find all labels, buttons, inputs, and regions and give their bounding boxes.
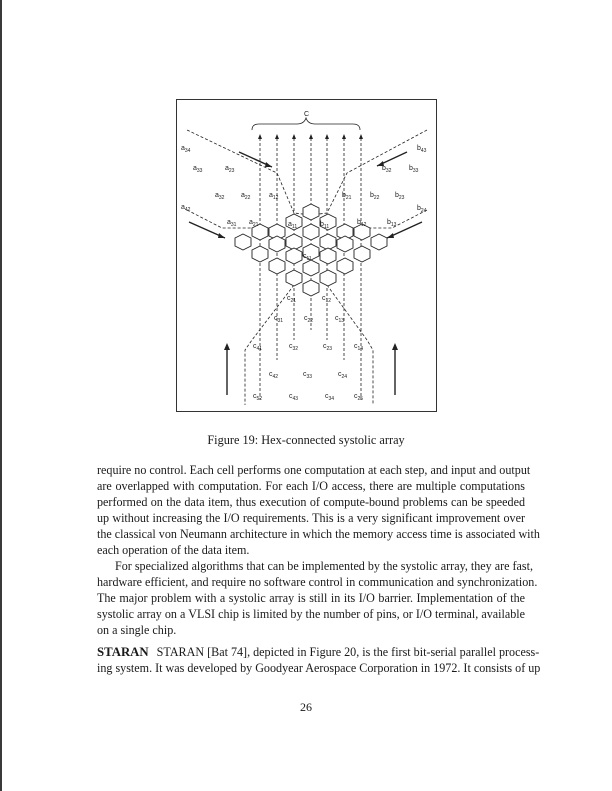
text-line: ing system. It was developed by Goodyear Aerospace Corporation in 1972. It consists of up <box>97 661 541 675</box>
svg-text:a34: $a_{34}$ <box>181 145 191 154</box>
svg-text:b33: $b_{33}$ <box>409 165 419 174</box>
svg-text:c42: $c_{42}$ <box>269 371 279 380</box>
text-line <box>97 644 540 660</box>
svg-text:a33: $a_{33}$ <box>193 165 203 174</box>
text-line-content: STARAN [Bat 74], depicted in Figure 20, is the first bit-serial parallel process- <box>156 645 540 659</box>
svg-text:c43: $c_{43}$ <box>289 393 299 402</box>
text-line: require no control. Each cell performs one computation at each step, and input and output <box>97 463 531 477</box>
text-line: each operation of the data item. <box>97 543 250 557</box>
svg-text:a11: $a_{11}$ <box>288 221 298 230</box>
svg-text:c32: $c_{32}$ <box>289 343 299 352</box>
svg-text:b13: $b_{13}$ <box>387 219 397 228</box>
svg-text:a42: $a_{42}$ <box>181 204 191 213</box>
svg-text:c14: $c_{14}$ <box>354 343 364 352</box>
svg-text:c22: $c_{22}$ <box>304 315 314 324</box>
hex-array-diagram <box>177 100 438 413</box>
svg-text:a31: $a_{31}$ <box>227 219 237 228</box>
figure-19-hex-systolic-array <box>176 99 437 412</box>
svg-text:c33: $c_{33}$ <box>303 371 313 380</box>
scan-edge <box>0 0 2 791</box>
text-line: The major problem with a systolic array is still in its I/O barrier. Implementation of the <box>97 591 525 605</box>
svg-text:a32: $a_{32}$ <box>215 192 225 201</box>
text-line: systolic array on a VLSI chip is limited by the number of pins, or I/O terminal, available <box>97 607 525 621</box>
svg-text:b22: $b_{22}$ <box>370 192 380 201</box>
svg-text:c41: $c_{41}$ <box>253 343 263 352</box>
text-line: hardware efficient, and require no software control in communication and synchronization. <box>97 575 538 589</box>
svg-text:c25: $c_{25}$ <box>354 393 364 402</box>
svg-text:c12: $c_{12}$ <box>322 295 332 304</box>
section-heading-staran: STARAN <box>97 645 149 659</box>
paragraph-staran <box>97 644 541 676</box>
svg-text:c13: $c_{13}$ <box>335 315 345 324</box>
page-number: 26 <box>300 700 312 714</box>
svg-text:a22: $a_{22}$ <box>241 192 251 201</box>
svg-text:b32: $b_{32}$ <box>382 165 392 174</box>
label-C: C <box>304 111 310 118</box>
text-line: are overlapped with computation. For each I/O access, there are multiple computations <box>97 479 525 493</box>
text-line: the classical von Neumann architecture in which the memory access time is associated with <box>97 527 540 541</box>
svg-text:c21: $c_{21}$ <box>287 295 297 304</box>
svg-text:b24: $b_{24}$ <box>417 205 427 214</box>
svg-text:b11: $b_{11}$ <box>320 221 330 230</box>
paragraph-2 <box>97 558 538 638</box>
svg-text:c34: $c_{34}$ <box>325 393 335 402</box>
paragraph-1 <box>97 462 540 558</box>
figure-caption: Figure 19: Hex-connected systolic array <box>207 433 405 447</box>
svg-text:a23: $a_{23}$ <box>225 165 235 174</box>
text-line: For specialized algorithms that can be implemented by the systolic array, they are fast, <box>115 559 533 573</box>
svg-text:c23: $c_{23}$ <box>323 343 333 352</box>
svg-text:b21: $b_{21}$ <box>342 192 352 201</box>
svg-text:c31: $c_{31}$ <box>274 315 284 324</box>
svg-text:a21: $a_{21}$ <box>249 219 259 228</box>
text-line: on a single chip. <box>97 623 177 637</box>
svg-text:b12: $b_{12}$ <box>357 219 367 228</box>
text-line: up without increasing the I/O requirements. This is a very significant improvement over <box>97 511 525 525</box>
svg-text:c24: $c_{24}$ <box>338 371 348 380</box>
svg-text:b43: $b_{43}$ <box>417 145 427 154</box>
svg-text:c11: $c_{11}$ <box>303 253 312 262</box>
svg-text:c52: $c_{52}$ <box>253 393 263 402</box>
text-line: performed on the data item, thus execution of compute-bound problems can be speeded <box>97 495 525 509</box>
svg-text:b23: $b_{23}$ <box>395 192 405 201</box>
svg-text:a12: $a_{12}$ <box>269 192 279 201</box>
